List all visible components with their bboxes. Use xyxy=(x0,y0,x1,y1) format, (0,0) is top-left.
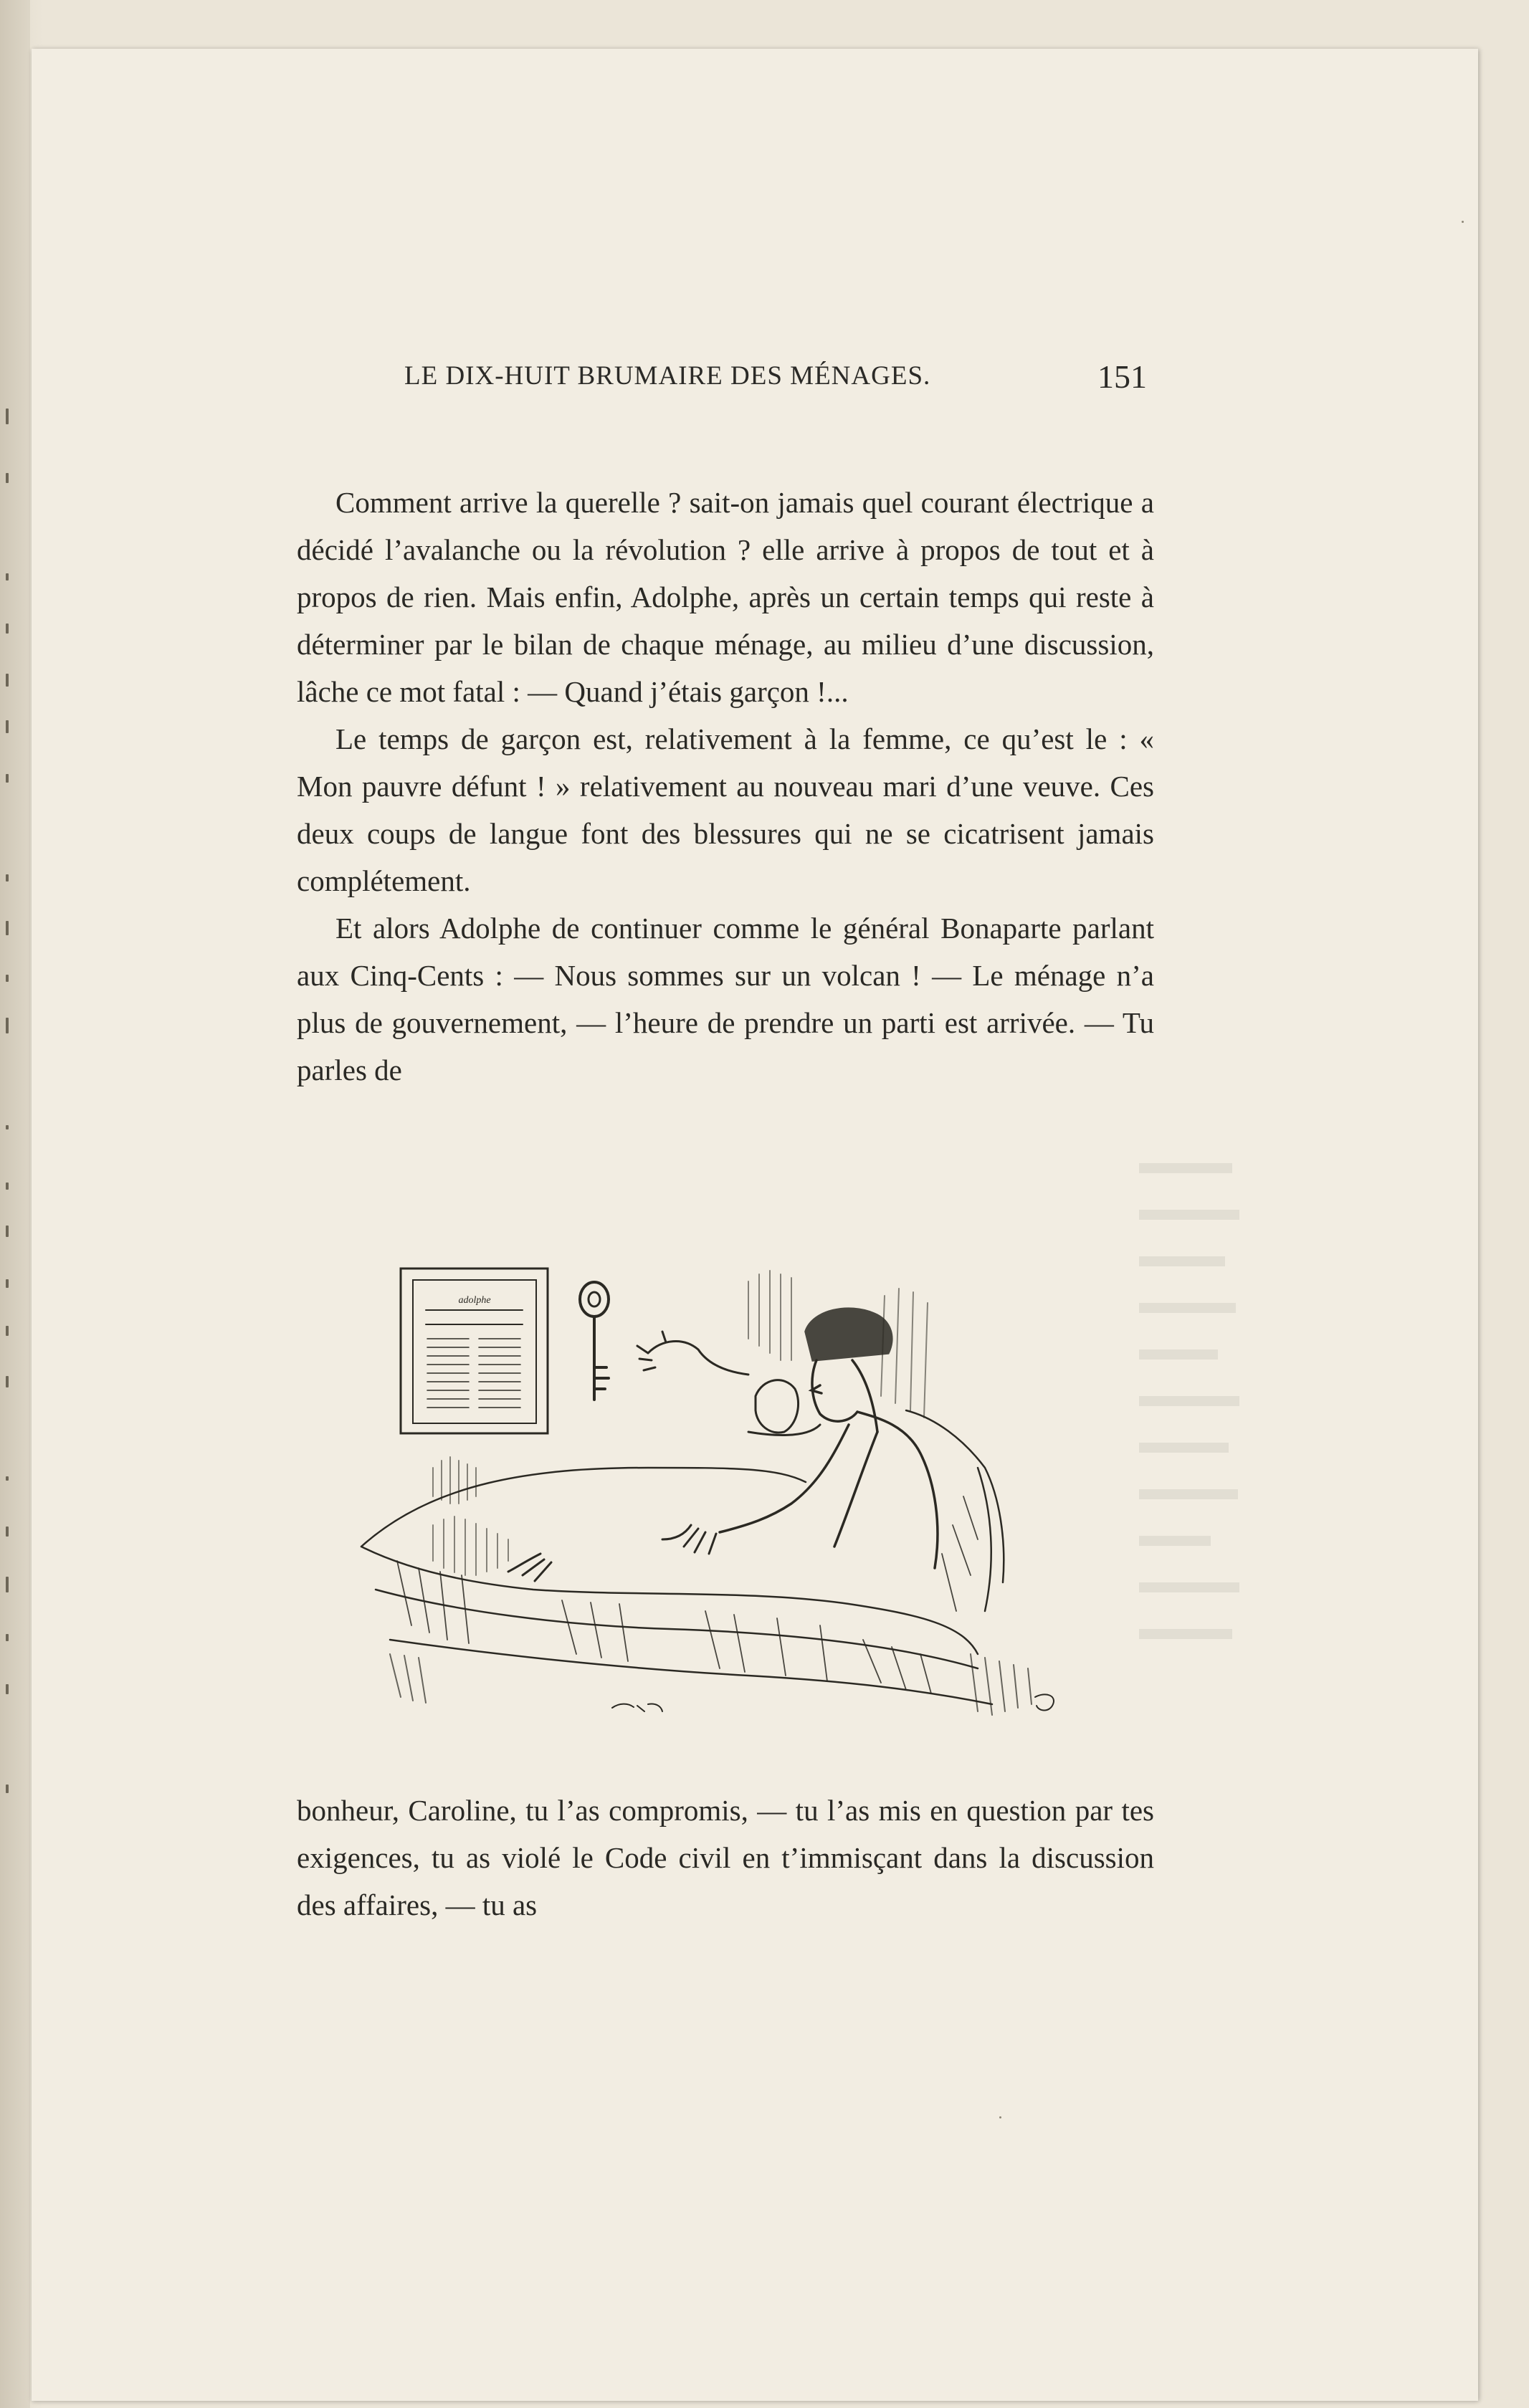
show-through-text xyxy=(1139,1149,1247,1722)
running-head xyxy=(404,360,1147,396)
key-icon xyxy=(580,1282,609,1400)
edge-mark xyxy=(6,408,9,424)
edge-mark xyxy=(6,1634,9,1641)
paragraph: Comment arrive la querelle ? sait-on jamais quel courant électrique a décidé l’avalanche ou la révolution ? elle arrive à propos de tout et à propos de rien. Mais enfin, Adolphe, après un certain temps qui reste à déterminer par le bilan de chaque ménage, au milieu d’une discussion, lâche ce mot fatal : — Quand j’étais garçon !... xyxy=(297,486,1154,708)
man-in-nightcap xyxy=(720,1309,938,1568)
edge-mark xyxy=(6,1279,9,1288)
bedding xyxy=(361,1410,1004,1704)
edge-mark xyxy=(6,921,9,935)
framed-notice-icon xyxy=(401,1268,548,1433)
edge-mark xyxy=(6,774,9,783)
woman-in-bed xyxy=(748,1380,820,1435)
edge-mark xyxy=(6,1326,9,1336)
paragraph: bonheur, Caroline, tu l’as compromis, — tu l’as mis en question par tes exigences, tu as violé le Code civil en t’immisçant dans la discussion des affaires, — tu as xyxy=(297,1794,1154,1921)
paper-speck xyxy=(1462,221,1464,223)
edge-mark xyxy=(6,1125,9,1129)
engraving-couple-in-bed xyxy=(347,1253,1121,1740)
raised-hand xyxy=(637,1332,748,1375)
previous-page-edge xyxy=(0,0,30,2408)
body-text-top xyxy=(297,479,1154,1094)
hands-on-sheet xyxy=(508,1525,716,1581)
paragraph: Et alors Adolphe de continuer comme le général Bonaparte parlant aux Cinq-Cents : — Nous sommes sur un volcan ! — Le ménage n’a plus de gouvernement, — l’heure de prendre un parti est arrivée. — Tu parles de xyxy=(297,912,1154,1086)
edge-mark xyxy=(6,1784,9,1793)
edge-mark xyxy=(6,874,9,882)
edge-mark xyxy=(6,720,9,733)
edge-mark xyxy=(6,1526,9,1537)
sheet-folds xyxy=(397,1496,978,1693)
running-title: LE DIX-HUIT BRUMAIRE DES MÉNAGES. xyxy=(404,361,931,391)
edge-mark xyxy=(6,1376,9,1387)
edge-mark xyxy=(6,1018,9,1033)
edge-mark xyxy=(6,573,9,580)
edge-mark xyxy=(6,975,9,982)
body-text-bottom xyxy=(297,1787,1154,1929)
edge-mark xyxy=(6,624,9,634)
edge-mark xyxy=(6,1476,9,1481)
frame-caption: adolphe xyxy=(458,1295,491,1306)
edge-mark xyxy=(6,674,9,687)
edge-mark xyxy=(6,1182,9,1190)
paragraph: Le temps de garçon est, relativement à la femme, ce qu’est le : « Mon pauvre défunt ! » relativement au nouveau mari d’une veuve. Ces deux coups de langue font des blessures qui ne se cicatrisent jamais complétement. xyxy=(297,722,1154,897)
shadow-hatching xyxy=(390,1654,1032,1715)
paper-speck xyxy=(999,2116,1001,2118)
book-page xyxy=(32,49,1478,2401)
edge-mark xyxy=(6,1577,9,1592)
page-number: 151 xyxy=(1097,358,1147,395)
edge-mark xyxy=(6,1226,9,1237)
edge-mark xyxy=(6,473,9,483)
edge-mark xyxy=(6,1684,9,1694)
